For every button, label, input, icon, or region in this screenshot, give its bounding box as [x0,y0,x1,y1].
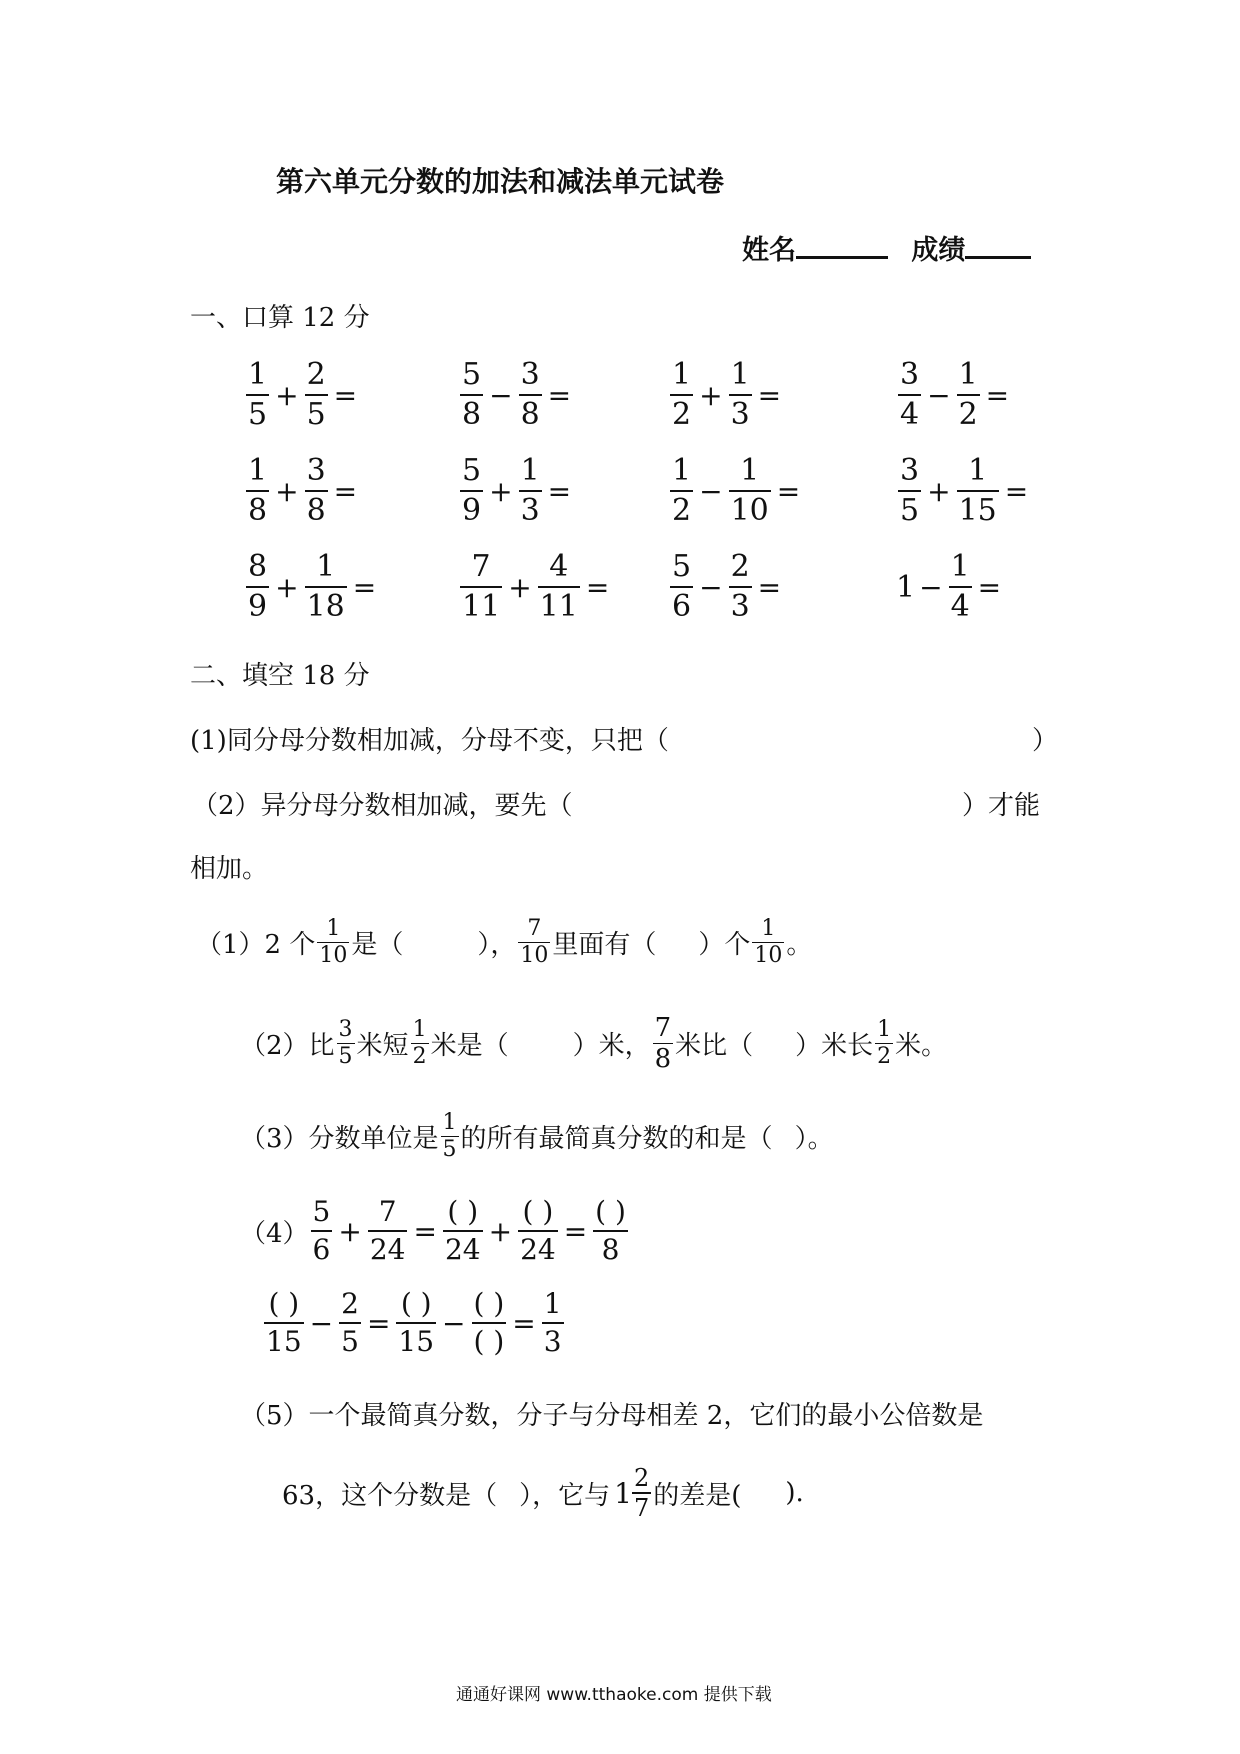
rule-2-continued: 相加。 [190,854,269,884]
fraction: $\frac{1}{2}$ [958,357,978,432]
fraction: $\frac{1}{2}$ [877,1017,892,1069]
fraction: $\frac{4}{11}$ [539,549,578,624]
fraction: $\frac{7}{10}$ [520,916,549,968]
section1-heading: 一、口算 12 分 [190,303,370,333]
equals-sign: = [333,474,358,508]
equals-sign: = [547,474,572,508]
fraction: $\frac{1}{2}$ [412,1017,427,1069]
fraction: $\frac{5}{6}$ [312,1195,331,1266]
equals-sign: = [333,378,358,412]
equals-sign: = [985,378,1010,412]
fraction: $\frac{1}{18}$ [306,549,345,624]
fraction: $\frac{2}{5}$ [306,357,326,432]
fraction: $\frac{1}{5}$ [442,1110,457,1162]
rule-1: (1)同分母分数相加减，分母不变，只把（ [190,726,669,756]
name-blank[interactable] [796,232,888,259]
fraction: $\frac{5}{6}$ [672,549,692,624]
operator: − [927,378,951,412]
operator: − [699,570,723,604]
fraction: $\frac{3}{8}$ [520,357,540,432]
rule-2-end: ）才能 [962,791,1041,821]
fraction: $\frac{3}{4}$ [900,357,920,432]
fraction: $\frac{7}{8}$ [654,1013,672,1074]
fraction: $\frac{1}{8}$ [248,453,268,528]
page-title: 第六单元分数的加法和减法单元试卷 [276,165,725,198]
fraction: $\frac{1}{10}$ [319,916,348,968]
question-4-row-2: $\frac{( )}{15}$ − $\frac{2}{5}$ = $\frac{( )}{15}$ − $\frac{( )}{( )}$ = $\frac{1}{3}$ [266,1287,562,1358]
equals-sign: = [585,570,610,604]
fraction: $\frac{1}{5}$ [248,357,268,432]
fraction: $\frac{2}{5}$ [341,1287,359,1358]
fraction-blank[interactable]: $\frac{( )}{15}$ [266,1287,302,1358]
oral-calc-item [668,357,785,432]
name-score-line [742,228,1031,267]
fraction: $\frac{3}{8}$ [306,453,326,528]
question-4-row-1: （4） $\frac{5}{6}$ + $\frac{7}{24}$ = $\frac{( )}{24}$ + $\frac{( )}{24}$ = $\frac{( )}{8}$ [240,1195,626,1266]
fraction: $\frac{7}{24}$ [369,1195,406,1266]
fraction-blank[interactable]: $\frac{( )}{8}$ [595,1195,626,1266]
fraction: $\frac{7}{11}$ [462,549,501,624]
operator: + [275,378,299,412]
oral-calc-item [244,453,361,528]
question-5-line-1: （5）一个最简真分数，分子与分母相差 2，它们的最小公倍数是 [240,1401,984,1431]
operator: − [489,378,513,412]
fraction: $\frac{2}{7}$ [633,1464,650,1522]
name-label: 姓名 [742,235,796,266]
fraction: $\frac{1}{4}$ [950,549,970,624]
question-1: （1）2 个 $\frac{1}{10}$ 是（ ）， $\frac{7}{10}$ 里面有（ ）个 $\frac{1}{10}$ 。 [196,916,813,968]
question-5-line-2: 63，这个分数是（ ），它与 1 $\frac{2}{7}$ 的差是( ). [282,1464,804,1522]
fraction: $\frac{5}{8}$ [462,357,482,432]
fraction: $\frac{3}{5}$ [338,1017,353,1069]
score-blank[interactable] [965,232,1031,259]
fraction: $\frac{1}{3}$ [730,357,750,432]
operator: + [275,474,299,508]
fraction: $\frac{1}{3}$ [520,453,540,528]
operator: + [927,474,951,508]
oral-calc-item [896,357,1013,432]
equals-sign: = [547,378,572,412]
operator: − [919,570,943,604]
oral-calc-item [896,453,1032,528]
fraction: $\frac{1}{10}$ [730,453,769,528]
operator: + [699,378,723,412]
fraction: $\frac{1}{10}$ [754,916,783,968]
oral-calc-item [896,549,1005,624]
fraction: $\frac{1}{2}$ [672,357,692,432]
fraction: $\frac{1}{15}$ [958,453,997,528]
rule-2: （2）异分母分数相加减，要先（ [192,791,573,821]
section2-heading: 二、填空 18 分 [190,661,370,691]
whole-number: 1 [896,569,916,605]
footer-credit: 通通好课网 www.tthaoke.com 提供下载 [456,1685,772,1705]
operator: + [275,570,299,604]
equals-sign: = [352,570,377,604]
fraction: $\frac{1}{3}$ [543,1287,562,1358]
equals-sign: = [977,570,1002,604]
oral-calc-item [668,453,804,528]
operator: + [489,474,513,508]
equals-sign: = [757,570,782,604]
operator: − [699,474,723,508]
question-3: （3）分数单位是 $\frac{1}{5}$ 的所有最简真分数的和是（ ）。 [240,1110,834,1162]
fraction-blank[interactable]: $\frac{( )}{15}$ [398,1287,435,1358]
fraction: $\frac{3}{5}$ [900,453,920,528]
fraction-blank[interactable]: $\frac{( )}{24}$ [520,1195,556,1266]
oral-calc-item [668,549,785,624]
question-2: （2）比 $\frac{3}{5}$ 米短 $\frac{1}{2}$ 米是（ ）米， $\frac{7}{8}$ 米比（ ）米长 $\frac{1}{2}$ 米。 [240,1013,948,1074]
oral-calc-item [458,549,613,624]
rule-1-end: ） [1032,726,1059,756]
oral-calc-item [244,357,361,432]
fraction: $\frac{8}{9}$ [248,549,268,624]
operator: + [508,570,532,604]
fraction: $\frac{1}{2}$ [672,453,692,528]
oral-calc-item [244,549,380,624]
score-label: 成绩 [911,235,966,266]
fraction: $\frac{2}{3}$ [730,549,750,624]
equals-sign: = [757,378,782,412]
equals-sign: = [1004,474,1029,508]
oral-calc-item [458,453,575,528]
fraction: $\frac{5}{9}$ [462,453,482,528]
fraction-blank[interactable]: $\frac{( )}{24}$ [444,1195,481,1266]
fraction-blank[interactable]: $\frac{( )}{( )}$ [473,1287,505,1358]
oral-calc-item [458,357,575,432]
equals-sign: = [776,474,801,508]
